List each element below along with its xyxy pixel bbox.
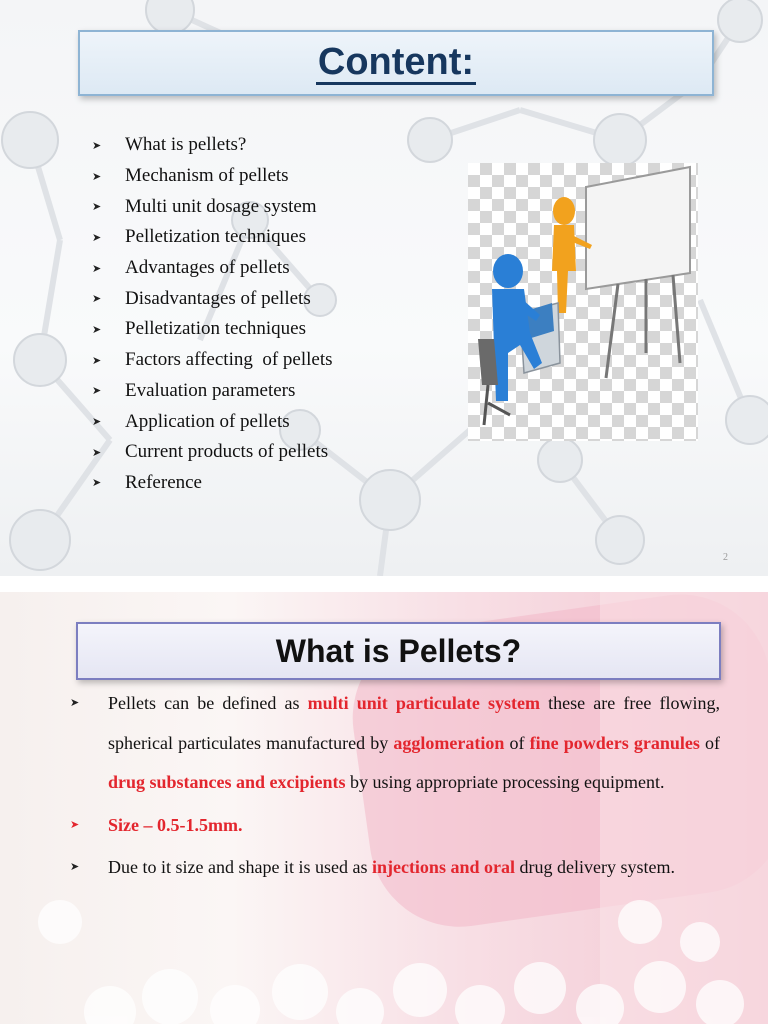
list-item-label: Factors affecting of pellets <box>125 349 333 371</box>
usage-paragraph: Due to it size and shape it is used as injections and oral drug delivery system. <box>108 857 675 877</box>
arrowhead-bullet-icon: ➤ <box>92 477 102 490</box>
list-item-label: Mechanism of pellets <box>125 165 289 187</box>
list-item <box>92 314 333 345</box>
list-item <box>92 130 333 161</box>
list-item <box>92 437 333 468</box>
arrowhead-bullet-icon: ➤ <box>92 354 102 367</box>
list-item-label: Evaluation parameters <box>125 379 296 401</box>
list-item <box>92 376 333 407</box>
arrowhead-bullet-icon: ➤ <box>92 323 102 336</box>
list-item <box>92 161 333 192</box>
list-item <box>92 468 333 499</box>
slide-separator <box>0 576 768 592</box>
arrowhead-bullet-icon: ➤ <box>92 262 102 275</box>
list-item-label: Current products of pellets <box>125 441 329 463</box>
list-item-label: What is pellets? <box>125 134 247 156</box>
arrowhead-bullet-icon: ➤ <box>70 818 80 831</box>
what-is-pellets-title-box <box>76 622 721 680</box>
list-item <box>92 283 333 314</box>
list-item-label: Disadvantages of pellets <box>125 287 311 309</box>
slide-title: What is Pellets? <box>275 632 522 669</box>
arrowhead-bullet-icon: ➤ <box>70 861 80 873</box>
list-item <box>70 806 720 846</box>
arrowhead-bullet-icon: ➤ <box>92 446 102 459</box>
arrowhead-bullet-icon: ➤ <box>92 201 102 214</box>
definition-list <box>70 684 720 891</box>
arrowhead-bullet-icon: ➤ <box>92 416 102 429</box>
list-item <box>70 684 720 803</box>
list-item <box>92 222 333 253</box>
arrowhead-bullet-icon: ➤ <box>70 697 80 709</box>
list-item-label: Advantages of pellets <box>125 257 290 279</box>
arrowhead-bullet-icon: ➤ <box>92 293 102 306</box>
list-item <box>92 253 333 284</box>
list-item <box>92 191 333 222</box>
list-item-label: Pelletization techniques <box>125 318 306 340</box>
slide-what-is-pellets <box>0 592 768 1024</box>
list-item <box>70 848 720 888</box>
slide-number: 2 <box>723 552 728 563</box>
size-paragraph: Size – 0.5-1.5mm. <box>108 814 243 835</box>
arrowhead-bullet-icon: ➤ <box>92 170 102 183</box>
page-title: Content: <box>317 40 475 83</box>
arrowhead-bullet-icon: ➤ <box>92 231 102 244</box>
list-item-label: Reference <box>125 471 202 493</box>
list-item <box>92 406 333 437</box>
list-item <box>92 345 333 376</box>
presenter-whiteboard-illustration <box>468 163 698 441</box>
list-item-label: Application of pellets <box>125 410 290 432</box>
content-title-box <box>78 30 714 96</box>
arrowhead-bullet-icon: ➤ <box>92 385 102 398</box>
arrowhead-bullet-icon: ➤ <box>92 139 102 152</box>
contents-list <box>92 130 333 498</box>
list-item-label: Multi unit dosage system <box>125 195 317 217</box>
definition-paragraph: Pellets can be defined as multi unit particulate system these are free flowing, spherical particulates manufactured by agglomeration of fine powders granules of drug substances and excipients by using appropriate processing equipment. <box>108 693 721 792</box>
list-item-label: Pelletization techniques <box>125 226 306 248</box>
